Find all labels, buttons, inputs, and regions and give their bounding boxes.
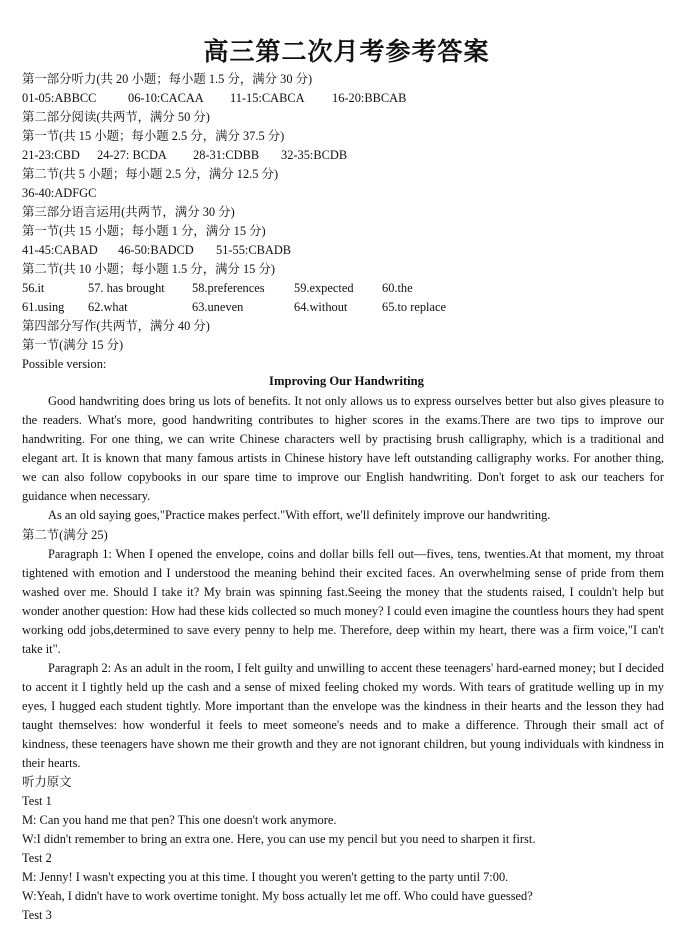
answer-group: 46-50:BADCD [118, 243, 194, 257]
answer-group: 51-55:CBADB [216, 243, 292, 257]
answer-group: 32-35:BCDB [281, 148, 348, 162]
answer-group: 21-23:CBD [22, 148, 80, 162]
essay-title: Improving Our Handwriting [269, 374, 424, 388]
test-1-woman-line: W:I didn't remember to bring an extra one. Here, you can use my pencil but you need to sharpen it first. [22, 832, 536, 846]
test-3-label: Test 3 [22, 908, 52, 922]
test-1-label: Test 1 [22, 794, 52, 808]
answer-item: 59.expected [294, 281, 354, 295]
part3-header: 第三部分语言运用(共两节，满分 30 分) [22, 205, 235, 219]
answer-item: 65.to replace [382, 300, 446, 314]
possible-version-label: Possible version: [22, 357, 107, 371]
answer-item: 62.what [88, 300, 128, 314]
part2-section2-answers: 36-40:ADFGC [22, 186, 97, 200]
part3-section2-header: 第二节(共 10 小题；每小题 1.5 分，满分 15 分) [22, 262, 275, 276]
essay-paragraph-2: As an old saying goes,"Practice makes perfect."With effort, we'll definitely improve our handwriting. [48, 508, 551, 522]
answer-group: 24-27: BCDA [97, 148, 167, 162]
answer-item: 64.without [294, 300, 348, 314]
part2-section1-header: 第一节(共 15 小题；每小题 2.5 分，满分 37.5 分) [22, 129, 285, 143]
page-title: 高三第二次月考参考答案 [203, 37, 490, 66]
test-1-man-line: M: Can you hand me that pen? This one doesn't work anymore. [22, 813, 337, 827]
part3-section1-header: 第一节(共 15 小题；每小题 1 分，满分 15 分) [22, 224, 266, 238]
test-2-label: Test 2 [22, 851, 52, 865]
part1-header: 第一部分听力(共 20 小题；每小题 1.5 分，满分 30 分) [22, 72, 313, 86]
part2-section2-header: 第二节(共 5 小题；每小题 2.5 分，满分 12.5 分) [22, 167, 279, 181]
listening-transcript-header: 听力原文 [22, 775, 72, 789]
part2-header: 第二部分阅读(共两节，满分 50 分) [22, 110, 210, 124]
essay-paragraph-1: Good handwriting does bring us lots of benefits. It not only allows us to express ourselves better but also gives pleasure to the readers. What's more, good handwriting contributes to higher scores in the exams.There are two tips to improve our handwriting. For one thing, we can write Chinese characters well by practising brush calligraphy, which is a traditional and elegant art. It is known that many famous artists in Chinese history have left outstanding calligraphy works. For another thing, we can also follow copybooks in our spare time to improve our English handwriting. Don't forget to ask our teachers for guidance when necessary. [22, 394, 664, 503]
answer-item: 56.it [22, 281, 45, 295]
answer-group: 41-45:CABAD [22, 243, 98, 257]
test-2-man-line: M: Jenny! I wasn't expecting you at this time. I thought you weren't getting to the party until 7:00. [22, 870, 509, 884]
part4-header: 第四部分写作(共两节，满分 40 分) [22, 319, 210, 333]
part4-section1-header: 第一节(满分 15 分) [22, 338, 124, 352]
answer-item: 61.using [22, 300, 65, 314]
continuation-paragraph-2: Paragraph 2: As an adult in the room, I felt guilty and unwilling to accent these teenagers' hard-earned money; but I decided to accent it I tightly held up the cash and a sense of mixed feeling choked my words. With tears of gratitude welling up in my eyes, I hugged each student tightly. More important than the envelope was the kindness in their hearts and the lesson they had taught themselves: how wonderful it feels to meet someone's needs and to make a difference. Through their small act of kindness, these teenagers have shown me their growth and they are not ignorant children, but young individuals with kindness in their hearts. [22, 661, 664, 770]
answer-group: 16-20:BBCAB [332, 91, 407, 105]
answer-item: 58.preferences [192, 281, 265, 295]
continuation-paragraph-1: Paragraph 1: When I opened the envelope, coins and dollar bills fell out—fives, tens, twenties.At that moment, my throat tightened with emotion and I understood the meaning behind their excited faces. An overwhelming sense of pride from them washed over me. Should I take it? My brain was spinning fast.Seeing the money that the students raised, I couldn't help but wonder another question: How had these kids collected so much money? I could even imagine the countless hours they had spent working odd jobs,determined to save every penny to help me. Therefore, deep within my heart, there was a firm voice,"I can't take it". [22, 547, 664, 656]
test-2-woman-line: W:Yeah, I didn't have to work overtime tonight. My boss actually let me off. Who could have guessed? [22, 889, 533, 903]
answer-item: 60.the [382, 281, 413, 295]
answer-item: 63.uneven [192, 300, 244, 314]
answer-group: 06-10:CACAA [128, 91, 204, 105]
answer-group: 28-31:CDBB [193, 148, 260, 162]
answer-group: 11-15:CABCA [230, 91, 305, 105]
answer-group: 01-05:ABBCC [22, 91, 97, 105]
part4-section2-header: 第二节(满分 25) [22, 528, 108, 542]
answer-item: 57. has brought [88, 281, 165, 295]
